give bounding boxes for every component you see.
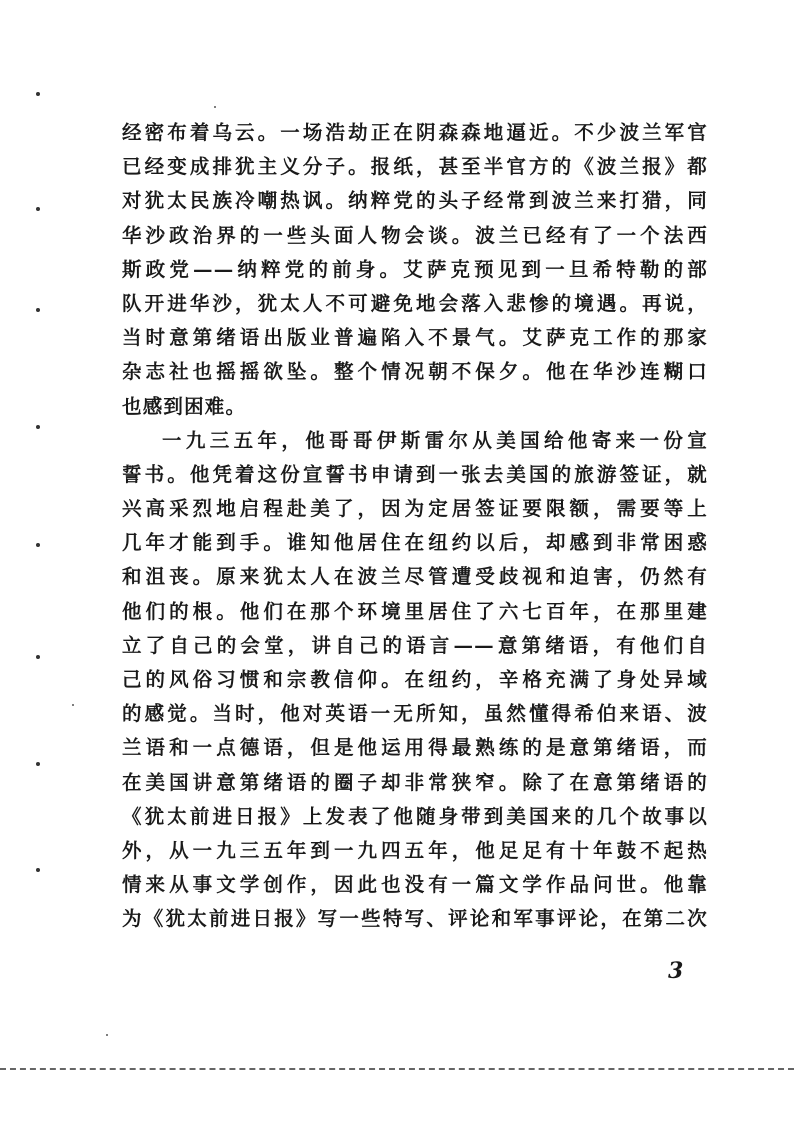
text-line: 对犹太民族冷嘲热讽。纳粹党的头子经常到波兰来打猎，同: [122, 189, 708, 213]
margin-mark: [36, 308, 40, 312]
scan-speck: [214, 106, 216, 108]
text-line: 情来从事文学创作，因此也没有一篇文学作品问世。他靠: [122, 873, 708, 897]
text-line: 己的风俗习惯和宗教信仰。在纽约，辛格充满了身处异域: [122, 668, 708, 691]
margin-mark: [36, 762, 40, 766]
margin-mark: [36, 868, 40, 872]
page-number: 3: [668, 958, 684, 984]
text-line: 华沙政治界的一些头面人物会谈。波兰已经有了一个法西: [122, 223, 708, 247]
text-line: 已经变成排犹主义分子。报纸，甚至半官方的《波兰报》都: [122, 155, 708, 179]
text-line: 经密布着乌云。一场浩劫正在阴森森地逼近。不少波兰军官: [122, 121, 708, 144]
margin-mark: [36, 425, 40, 429]
text-line: 一九三五年，他哥哥伊斯雷尔从美国给他寄来一份宣: [162, 428, 708, 452]
text-line: 兰语和一点德语，但是他运用得最熟练的是意第绪语，而: [122, 736, 708, 760]
margin-mark: [36, 543, 40, 547]
margin-mark: [36, 207, 40, 211]
text-line: 为《犹太前进日报》写一些特写、评论和军事评论，在第二次: [122, 907, 708, 931]
text-line: 斯政党——纳粹党的前身。艾萨克预见到一旦希特勒的部: [122, 257, 708, 281]
paragraph-2: [122, 424, 708, 937]
text-line: 当时意第绪语出版业普遍陷入不景气。艾萨克工作的那家: [122, 326, 708, 350]
scan-speck: [72, 704, 74, 706]
text-line: 也感到困难。: [122, 394, 247, 418]
body-text: [122, 116, 708, 937]
text-line: 几年才能到手。谁知他居住在纽约以后，却感到非常困惑: [122, 531, 708, 555]
scan-edge-rule: [0, 1068, 794, 1070]
text-line: 杂志社也摇摇欲坠。整个情况朝不保夕。他在华沙连糊口: [122, 360, 708, 384]
text-line: 的感觉。当时，他对英语一无所知，虽然懂得希伯来语、波: [122, 702, 708, 726]
text-line: 外，从一九三五年到一九四五年，他足足有十年鼓不起热: [122, 838, 708, 862]
text-line: 他们的根。他们在那个环境里居住了六七百年，在那里建: [122, 599, 708, 623]
text-line: 《犹太前进日报》上发表了他随身带到美国来的几个故事以: [122, 804, 708, 828]
text-line: 和沮丧。原来犹太人在波兰尽管遭受歧视和迫害，仍然有: [122, 565, 708, 589]
margin-mark: [36, 655, 40, 659]
text-line: 立了自己的会堂，讲自己的语言——意第绪语，有他们自: [122, 633, 708, 657]
text-line: 队开进华沙，犹太人不可避免地会落入悲惨的境遇。再说，: [122, 291, 708, 315]
text-line: 誓书。他凭着这份宣誓书申请到一张去美国的旅游签证，就: [122, 462, 708, 486]
text-line: 兴高采烈地启程赴美了，因为定居签证要限额，需要等上: [122, 497, 708, 521]
margin-mark: [36, 92, 40, 96]
scan-speck: [106, 1034, 108, 1036]
text-line: 在美国讲意第绪语的圈子却非常狭窄。除了在意第绪语的: [122, 770, 708, 794]
paragraph-1: [122, 116, 708, 424]
